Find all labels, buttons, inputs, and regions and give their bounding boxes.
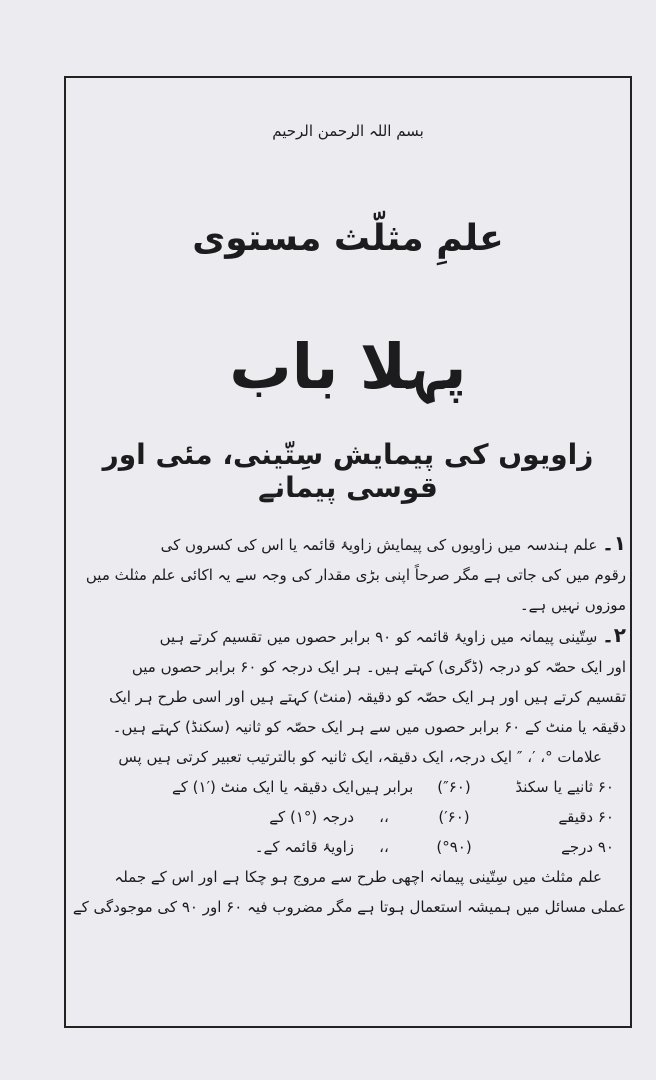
paragraph-number: ۲۔ (602, 623, 626, 647)
table-row (72, 772, 626, 802)
paragraph-line: علامات °، ′، ″ ایک درجہ، ایک دقیقہ، ایک ثانیہ کو بالترتیب تعبیر کرتی ہیں پس (118, 748, 602, 766)
paragraph-line (72, 528, 626, 560)
paragraph-line: تقسیم کرتے ہیں اور ہر ایک حصّہ کو دقیقہ (منٹ) کہتے ہیں اور اسی طرح ہر ایک (109, 688, 626, 706)
paragraph-line (72, 620, 626, 652)
paragraph-line: رقوم میں کی جاتی ہے مگر صرحاً اپنی بڑی مقدار کی وجہ سے یہ اکائی علم مثلث میں (85, 566, 626, 584)
conversion-table (72, 772, 626, 862)
paragraph-text: سِتّینی پیمانہ میں زاویۂ قائمہ کو ۹۰ برابر حصوں میں تقسیم کرتے ہیں (159, 628, 598, 646)
paragraph-line: علم مثلث میں سِتّینی پیمانہ اچھی طرح سے مروج ہو چکا ہے اور اس کے جملہ (114, 868, 602, 886)
page-border (64, 76, 632, 1028)
table-cell-desc: زاویۂ قائمہ کے۔ (254, 838, 354, 856)
book-title: علمِ مثلّث مستوی (192, 218, 504, 259)
table-cell-eq: ،، (379, 808, 389, 826)
closing-paragraph (72, 862, 626, 922)
paragraph-number: ۱۔ (602, 531, 626, 555)
table-cell-val: (′۶۰) (438, 808, 470, 826)
table-cell-eq: ،، (379, 838, 389, 856)
table-cell-desc: درجہ (°۱) کے (269, 808, 354, 826)
table-cell-qty: ۶۰ دقیقے (558, 808, 614, 826)
table-cell-val: (″۶۰) (437, 778, 471, 796)
body-text (72, 528, 626, 922)
table-cell-eq: برابر ہیں (354, 778, 414, 796)
paragraph-line: عملی مسائل میں ہمیشہ استعمال ہوتا ہے مگر مضروب فیہ ۶۰ اور ۹۰ کی موجودگی کے (72, 898, 626, 916)
table-row (72, 802, 626, 832)
paragraph-2 (72, 620, 626, 772)
paragraph-line: موزوں نہیں ہے۔ (519, 596, 626, 614)
paragraph-text: علم ہندسہ میں زاویوں کی پیمایش زاویۂ قائمہ یا اس کی کسروں کی (160, 536, 598, 554)
paragraph-1 (72, 528, 626, 620)
table-cell-qty: ۹۰ درجے (561, 838, 614, 856)
table-row (72, 832, 626, 862)
bismillah-heading: بسم اللہ الرحمن الرحیم (272, 122, 424, 140)
table-cell-desc: ایک دقیقہ یا ایک منٹ (′۱) کے (171, 778, 354, 796)
paragraph-line: اور ایک حصّہ کو درجہ (ڈگری) کہتے ہیں۔ ہر ایک درجہ کو ۶۰ برابر حصوں میں (131, 658, 626, 676)
table-cell-val: (°۹۰) (436, 838, 472, 856)
chapter-subtitle: زاویوں کی پیمایش سِتّینی، مئی اور قوسی پیمانے (102, 438, 594, 504)
chapter-title: پہلا باب (229, 330, 467, 403)
paragraph-line: دقیقہ یا منٹ کے ۶۰ برابر حصوں میں سے ہر ایک حصّہ کو ثانیہ (سکنڈ) کہتے ہیں۔ (112, 718, 626, 736)
table-cell-qty: ۶۰ ثانیے یا سکنڈ (515, 778, 614, 796)
